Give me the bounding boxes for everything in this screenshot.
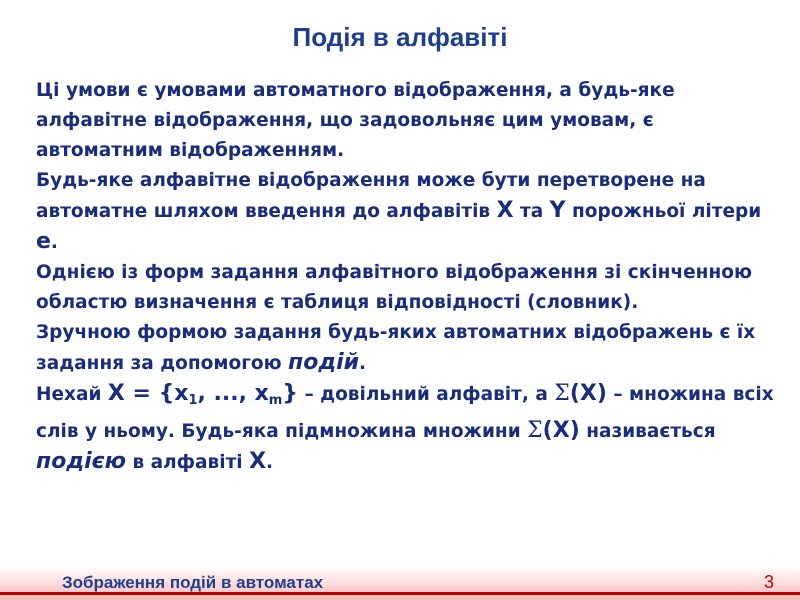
text-fragment: – множина всіх слів у ньому. Будь-яка підмножина множини	[36, 384, 774, 442]
text-fragment: .	[359, 353, 367, 374]
paragraph-dictionary: Однією із форм задання алфавітного відображення зі скінченною областю визначення є таблиця відповідності (словник).	[36, 262, 752, 313]
sigma-symbol: Σ	[527, 418, 543, 443]
sigma-argument: (X)	[569, 381, 607, 406]
text-fragment: – довільний алфавіт, а	[298, 384, 555, 405]
term-events: подій	[288, 350, 360, 375]
text-fragment: в алфавіті	[126, 452, 250, 473]
term-event: подією	[36, 449, 127, 474]
paragraph-automaton-conditions: Ці умови є умовами автоматного відображення, а будь-яке алфавітне відображення, що задовольняє цим умовам, є автоматним відображенням.	[36, 80, 675, 161]
alphabet-set	[108, 381, 298, 406]
text-fragment: називається	[579, 421, 716, 442]
sigma-symbol: Σ	[554, 381, 570, 406]
footer-caption: Зображення подій в автоматах	[62, 573, 324, 592]
subscript-1: 1	[188, 393, 198, 408]
subscript-m: m	[268, 393, 283, 408]
text-fragment: Будь-яке алфавітне відображення може бути перетворене на автоматне шляхом введення до алфавітів	[36, 170, 706, 222]
slide-body	[36, 76, 776, 478]
text-fragment: Нехай	[36, 384, 108, 405]
text-fragment: порожньої літери	[565, 201, 762, 222]
set-close: }	[282, 381, 298, 406]
alphabet-x: X	[249, 449, 267, 474]
set-start: X = {x	[107, 381, 189, 406]
page-number: 3	[764, 572, 775, 592]
paragraph-events-form	[36, 318, 776, 379]
text-fragment: .	[50, 232, 58, 253]
sigma-argument: (X)	[542, 418, 580, 443]
empty-letter-e: e	[36, 229, 51, 254]
text-fragment: .	[266, 452, 274, 473]
text-fragment: Зручною формою задання будь-яких автоматних відображень є їх задання за допомогою	[36, 322, 756, 374]
slide-title: Подія в алфавіті	[292, 22, 508, 52]
set-middle: , ..., x	[197, 381, 269, 406]
paragraph-event-definition	[36, 379, 776, 478]
alphabet-y: Y	[549, 198, 566, 223]
paragraph-conversion	[36, 166, 776, 258]
text-fragment: та	[513, 201, 550, 222]
alphabet-x: X	[496, 198, 514, 223]
